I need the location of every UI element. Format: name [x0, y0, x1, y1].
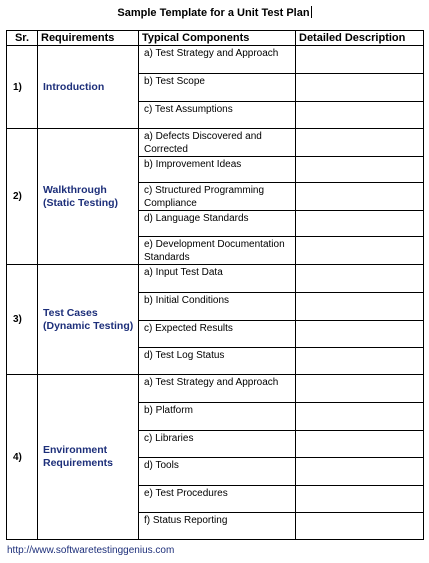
description-cell[interactable]: [296, 458, 424, 486]
table-body: [7, 46, 424, 540]
description-cell[interactable]: [296, 237, 424, 265]
test-plan-table: [6, 30, 424, 540]
section-requirement: Environment Requirements: [38, 375, 139, 540]
component-cell: d) Test Log Status: [139, 348, 296, 375]
component-cell: f) Status Reporting: [139, 513, 296, 540]
section-requirement: Walkthrough (Static Testing): [38, 129, 139, 265]
component-cell: a) Test Strategy and Approach: [139, 46, 296, 74]
description-cell[interactable]: [296, 293, 424, 321]
header-components: Typical Components: [139, 31, 296, 46]
description-cell[interactable]: [296, 265, 424, 293]
header-sr: Sr.: [7, 31, 38, 46]
description-cell[interactable]: [296, 46, 424, 74]
table-row: [7, 46, 424, 74]
component-cell: b) Initial Conditions: [139, 293, 296, 321]
section-requirement: Test Cases (Dynamic Testing): [38, 265, 139, 375]
component-cell: a) Test Strategy and Approach: [139, 375, 296, 403]
description-cell[interactable]: [296, 348, 424, 375]
section-number: 2): [7, 129, 38, 265]
component-cell: e) Development Documentation Standards: [139, 237, 296, 265]
header-description: Detailed Description: [296, 31, 424, 46]
description-cell[interactable]: [296, 403, 424, 431]
description-cell[interactable]: [296, 157, 424, 183]
component-cell: c) Libraries: [139, 431, 296, 458]
component-cell: d) Tools: [139, 458, 296, 486]
description-cell[interactable]: [296, 102, 424, 129]
section-number: 3): [7, 265, 38, 375]
component-cell: c) Structured Programming Compliance: [139, 183, 296, 211]
component-cell: a) Defects Discovered and Corrected: [139, 129, 296, 157]
section-number: 4): [7, 375, 38, 540]
table-row: [7, 375, 424, 403]
description-cell[interactable]: [296, 211, 424, 237]
component-cell: a) Input Test Data: [139, 265, 296, 293]
document-title-text: Sample Template for a Unit Test Plan: [117, 7, 310, 19]
description-cell[interactable]: [296, 486, 424, 513]
description-cell[interactable]: [296, 129, 424, 157]
component-cell: b) Improvement Ideas: [139, 157, 296, 183]
component-cell: d) Language Standards: [139, 211, 296, 237]
component-cell: e) Test Procedures: [139, 486, 296, 513]
description-cell[interactable]: [296, 321, 424, 348]
description-cell[interactable]: [296, 183, 424, 211]
section-number: 1): [7, 46, 38, 129]
section-requirement: Introduction: [38, 46, 139, 129]
table-row: [7, 129, 424, 157]
component-cell: b) Test Scope: [139, 74, 296, 102]
document-title: [0, 6, 429, 19]
component-cell: c) Expected Results: [139, 321, 296, 348]
text-caret: [311, 6, 312, 18]
component-cell: b) Platform: [139, 403, 296, 431]
header-requirements: Requirements: [38, 31, 139, 46]
table-header-row: [7, 31, 424, 46]
description-cell[interactable]: [296, 74, 424, 102]
description-cell[interactable]: [296, 375, 424, 403]
description-cell[interactable]: [296, 431, 424, 458]
description-cell[interactable]: [296, 513, 424, 540]
table-row: [7, 265, 424, 293]
footer-url[interactable]: http://www.softwaretestinggenius.com: [7, 545, 175, 556]
component-cell: c) Test Assumptions: [139, 102, 296, 129]
